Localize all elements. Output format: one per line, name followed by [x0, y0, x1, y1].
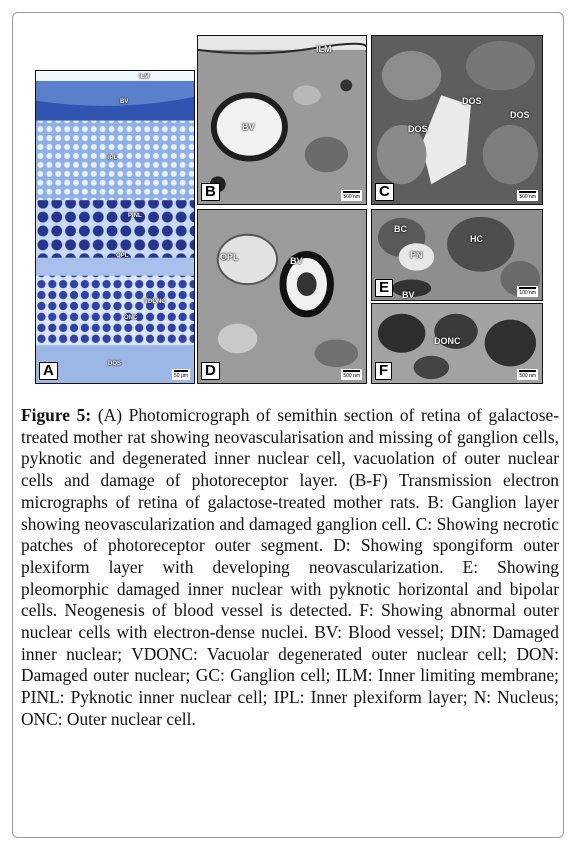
- panel-c: [371, 35, 543, 205]
- label-donc: DONC: [434, 336, 461, 346]
- panel-letter-a: A: [39, 362, 58, 380]
- scale-bar-c: 500 nm: [517, 190, 538, 201]
- figure-caption: [21, 405, 559, 731]
- scale-bar-f: 500 nm: [517, 369, 538, 380]
- label-bv: BV: [290, 256, 303, 266]
- panel-letter-d: D: [201, 362, 220, 380]
- panel-letter-b: B: [201, 183, 220, 201]
- panel-letter-c: C: [375, 183, 394, 201]
- micrograph-d: [198, 210, 366, 383]
- label-bv: BV: [120, 99, 129, 105]
- micrograph-c: [372, 36, 542, 204]
- caption-text: (A) Photomicrograph of semithin section of retina of galactose-treated mother rat showing neovascularisation and missing of ganglion cells, pyknotic and degenerated inner nuclear cell, vacuolation of outer nuclear cells and damage of photoreceptor layer. (B-F) Transmission electron micrographs of retina of galactose-treated mother rats. B: Ganglion layer showing neovascularization and damaged ganglion cell. C: Showing necrotic patches of photoreceptor outer segment. D: Showing spongiform outer plexiform layer with developing neovascularization. E: Showing pleomorphic damaged inner nuclear with pyknotic horizontal and bipolar cells. Neogenesis of blood vessel is detected. F: Showing abnormal outer nuclear cells with electron-dense nuclei. BV: Blood vessel; DIN: Damaged inner nuclear; VDONC: Vacuolar degenerated outer nuclear cell; DON: Damaged outer nuclear; GC: Ganglion cell; ILM: Inner limiting membrane; PINL: Pyknotic inner nuclear cell; IPL: Inner plexiform layer; N: Nucleus; ONC: Outer nuclear cell.: [21, 405, 560, 729]
- scale-bar-d: 500 nm: [341, 369, 362, 380]
- label-pn: PN: [410, 250, 423, 260]
- label-vdonc: VDONC: [144, 299, 166, 305]
- scale-bar-b: 500 nm: [341, 190, 362, 201]
- scale-bar-a: 50 μm: [172, 369, 190, 380]
- panel-letter-f: F: [375, 362, 392, 380]
- label-hc: HC: [470, 234, 483, 244]
- label-opl: OPL: [220, 252, 239, 262]
- micrograph-a: [36, 71, 194, 383]
- label-dos: DOS: [108, 361, 122, 367]
- label-onc: ONC: [124, 315, 138, 321]
- label-pinl: PINL: [128, 213, 142, 219]
- label-dos-2: DOS: [408, 124, 428, 134]
- label-ilm: ILM: [316, 44, 332, 54]
- figure-label: Figure 5:: [21, 405, 92, 425]
- label-dos-1: DOS: [462, 96, 482, 106]
- label-bc: BC: [394, 224, 407, 234]
- label-bv: BV: [242, 122, 255, 132]
- label-opl: OPL: [116, 253, 129, 259]
- panel-d: [197, 209, 367, 384]
- label-ilm: ILM: [139, 74, 150, 80]
- scale-bar-e: 100 nm: [517, 286, 538, 297]
- panel-letter-e: E: [375, 279, 393, 297]
- panel-b: [197, 35, 367, 205]
- micrograph-b: [198, 36, 366, 204]
- label-ipl: IPL: [108, 155, 118, 161]
- panel-e: [371, 209, 543, 301]
- label-bv: BV: [402, 290, 415, 300]
- label-dos-3: DOS: [510, 110, 530, 120]
- panel-f: [371, 303, 543, 384]
- panel-a: [35, 70, 195, 384]
